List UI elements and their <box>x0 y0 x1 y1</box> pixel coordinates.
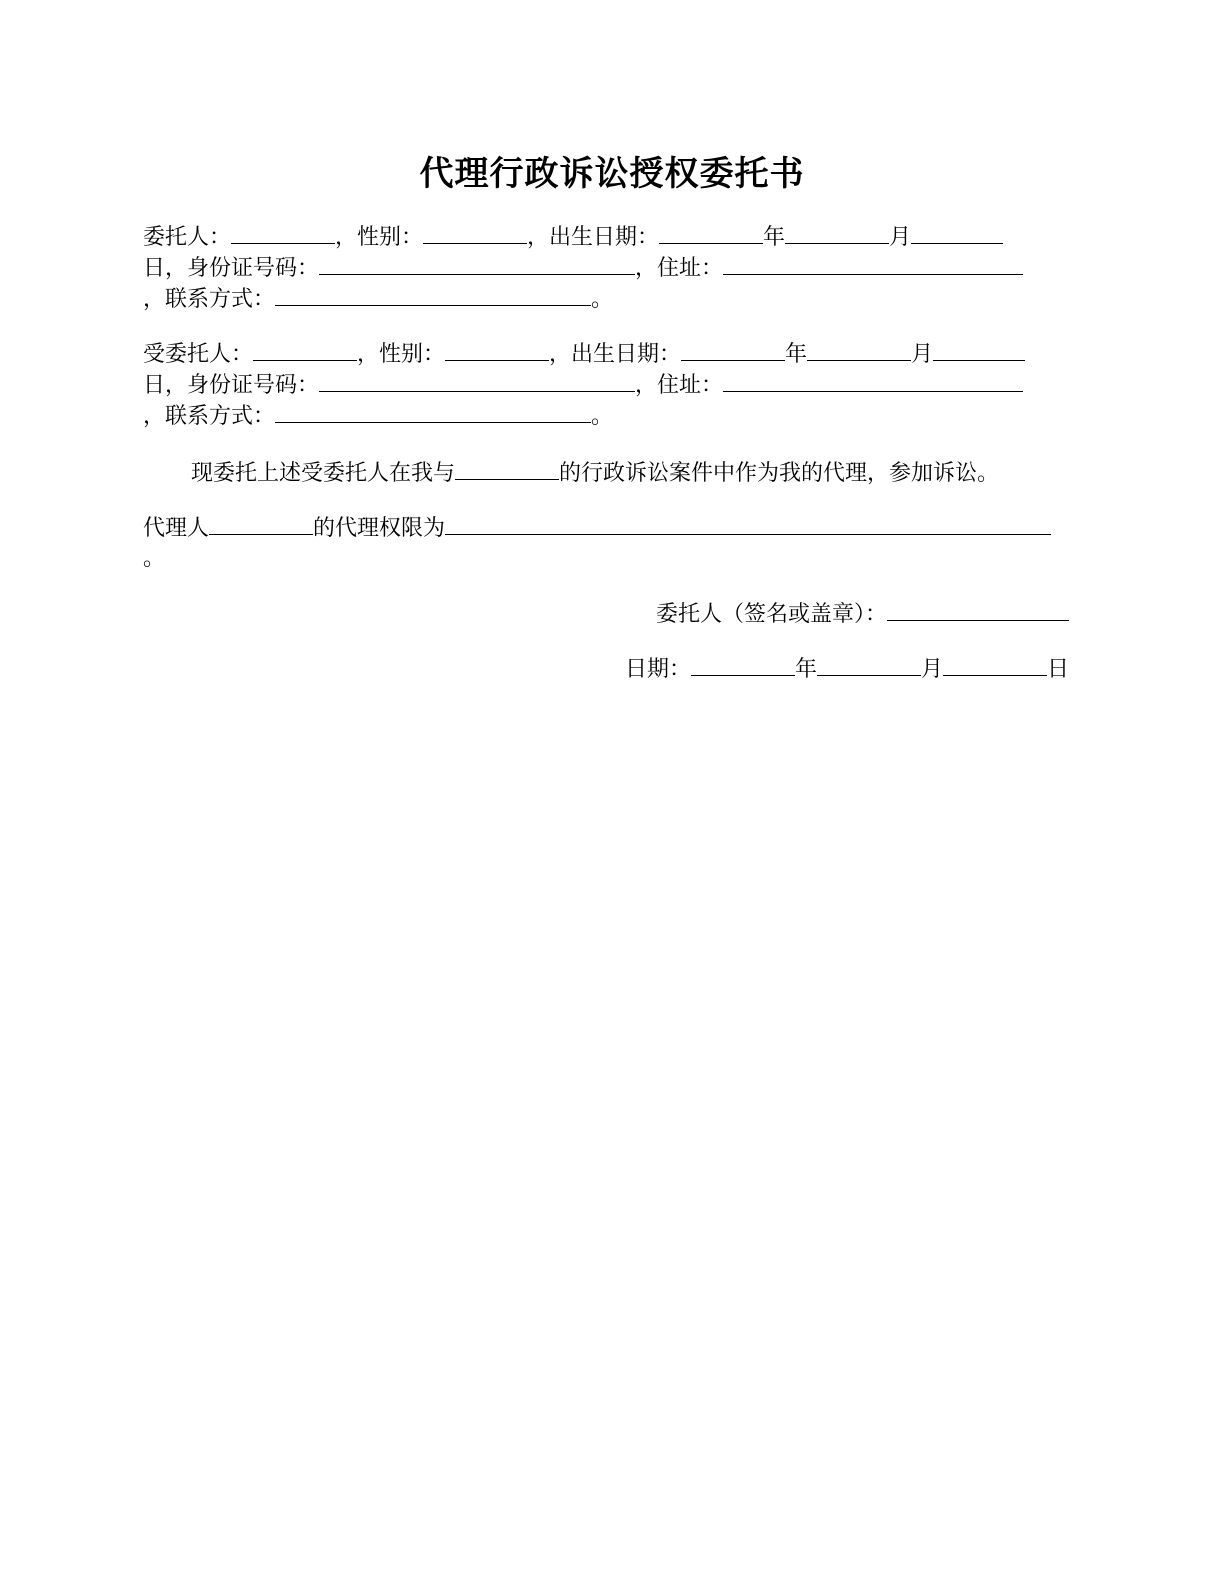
principal-line-1 <box>143 221 1003 253</box>
agent-line-2 <box>143 369 1023 401</box>
agent-period: 。 <box>591 404 614 429</box>
agent-line-1 <box>143 338 1025 370</box>
agent-id-blank[interactable] <box>319 369 635 392</box>
agent-birth-month-blank[interactable] <box>807 338 911 361</box>
agent-address-blank[interactable] <box>723 369 1023 392</box>
agent-address-label: ，住址： <box>635 373 724 398</box>
date-line <box>625 653 1069 685</box>
signature-label: 委托人（签名或盖章）： <box>655 602 887 627</box>
agent-label: 受委托人： <box>143 342 254 367</box>
authority-line <box>143 512 1051 544</box>
principal-month-label: 月 <box>889 225 912 250</box>
authority-scope-blank[interactable] <box>445 512 1051 535</box>
principal-contact-blank[interactable] <box>275 283 591 306</box>
principal-year-label: 年 <box>763 225 786 250</box>
authority-part-2: 的代理权限为 <box>313 516 446 541</box>
agent-name-blank[interactable] <box>253 338 357 361</box>
authority-line-2 <box>143 543 165 574</box>
agent-year-label: 年 <box>785 342 808 367</box>
principal-birth-label: ，出生日期： <box>527 225 660 250</box>
statement-part-2: 的行政诉讼案件中作为我的代理，参加诉讼。 <box>559 461 1000 486</box>
principal-id-label: ，身份证号码： <box>165 256 320 281</box>
principal-day-label: 日 <box>143 256 166 281</box>
document-title: 代理行政诉讼授权委托书 <box>419 154 805 194</box>
agent-gender-blank[interactable] <box>445 338 549 361</box>
agent-contact-blank[interactable] <box>275 400 591 423</box>
signature-line <box>656 598 1069 630</box>
authority-agent-blank[interactable] <box>209 512 313 535</box>
principal-gender-blank[interactable] <box>423 221 527 244</box>
agent-gender-label: ，性别： <box>357 342 446 367</box>
statement-part-1: 现委托上述受委托人在我与 <box>191 461 456 486</box>
agent-line-3 <box>143 400 613 432</box>
date-year-blank[interactable] <box>691 653 795 676</box>
agent-birth-year-blank[interactable] <box>681 338 785 361</box>
opposing-party-blank[interactable] <box>455 457 559 480</box>
agent-birth-label: ，出生日期： <box>549 342 682 367</box>
statement-line <box>191 457 999 489</box>
principal-id-blank[interactable] <box>319 252 635 275</box>
principal-line-3 <box>143 283 613 315</box>
principal-address-label: ，住址： <box>635 256 724 281</box>
principal-gender-label: ，性别： <box>335 225 424 250</box>
agent-id-label: ，身份证号码： <box>165 373 320 398</box>
agent-birth-day-blank[interactable] <box>933 338 1025 361</box>
date-label: 日期： <box>624 657 691 682</box>
date-month-label: 月 <box>920 657 943 682</box>
principal-birth-day-blank[interactable] <box>911 221 1003 244</box>
principal-label: 委托人： <box>143 225 232 250</box>
authority-period: 。 <box>143 546 166 571</box>
principal-address-blank[interactable] <box>723 252 1023 275</box>
principal-birth-month-blank[interactable] <box>785 221 889 244</box>
agent-contact-label: ，联系方式： <box>143 404 276 429</box>
signature-blank[interactable] <box>887 598 1069 621</box>
principal-line-2 <box>143 252 1023 284</box>
date-year-label: 年 <box>794 657 817 682</box>
date-month-blank[interactable] <box>817 653 921 676</box>
principal-birth-year-blank[interactable] <box>659 221 763 244</box>
date-day-label: 日 <box>1046 657 1069 682</box>
agent-day-label: 日 <box>143 373 166 398</box>
date-day-blank[interactable] <box>943 653 1047 676</box>
agent-month-label: 月 <box>911 342 934 367</box>
principal-name-blank[interactable] <box>231 221 335 244</box>
authority-part-1: 代理人 <box>143 516 210 541</box>
principal-contact-label: ，联系方式： <box>143 287 276 312</box>
principal-period: 。 <box>591 287 614 312</box>
